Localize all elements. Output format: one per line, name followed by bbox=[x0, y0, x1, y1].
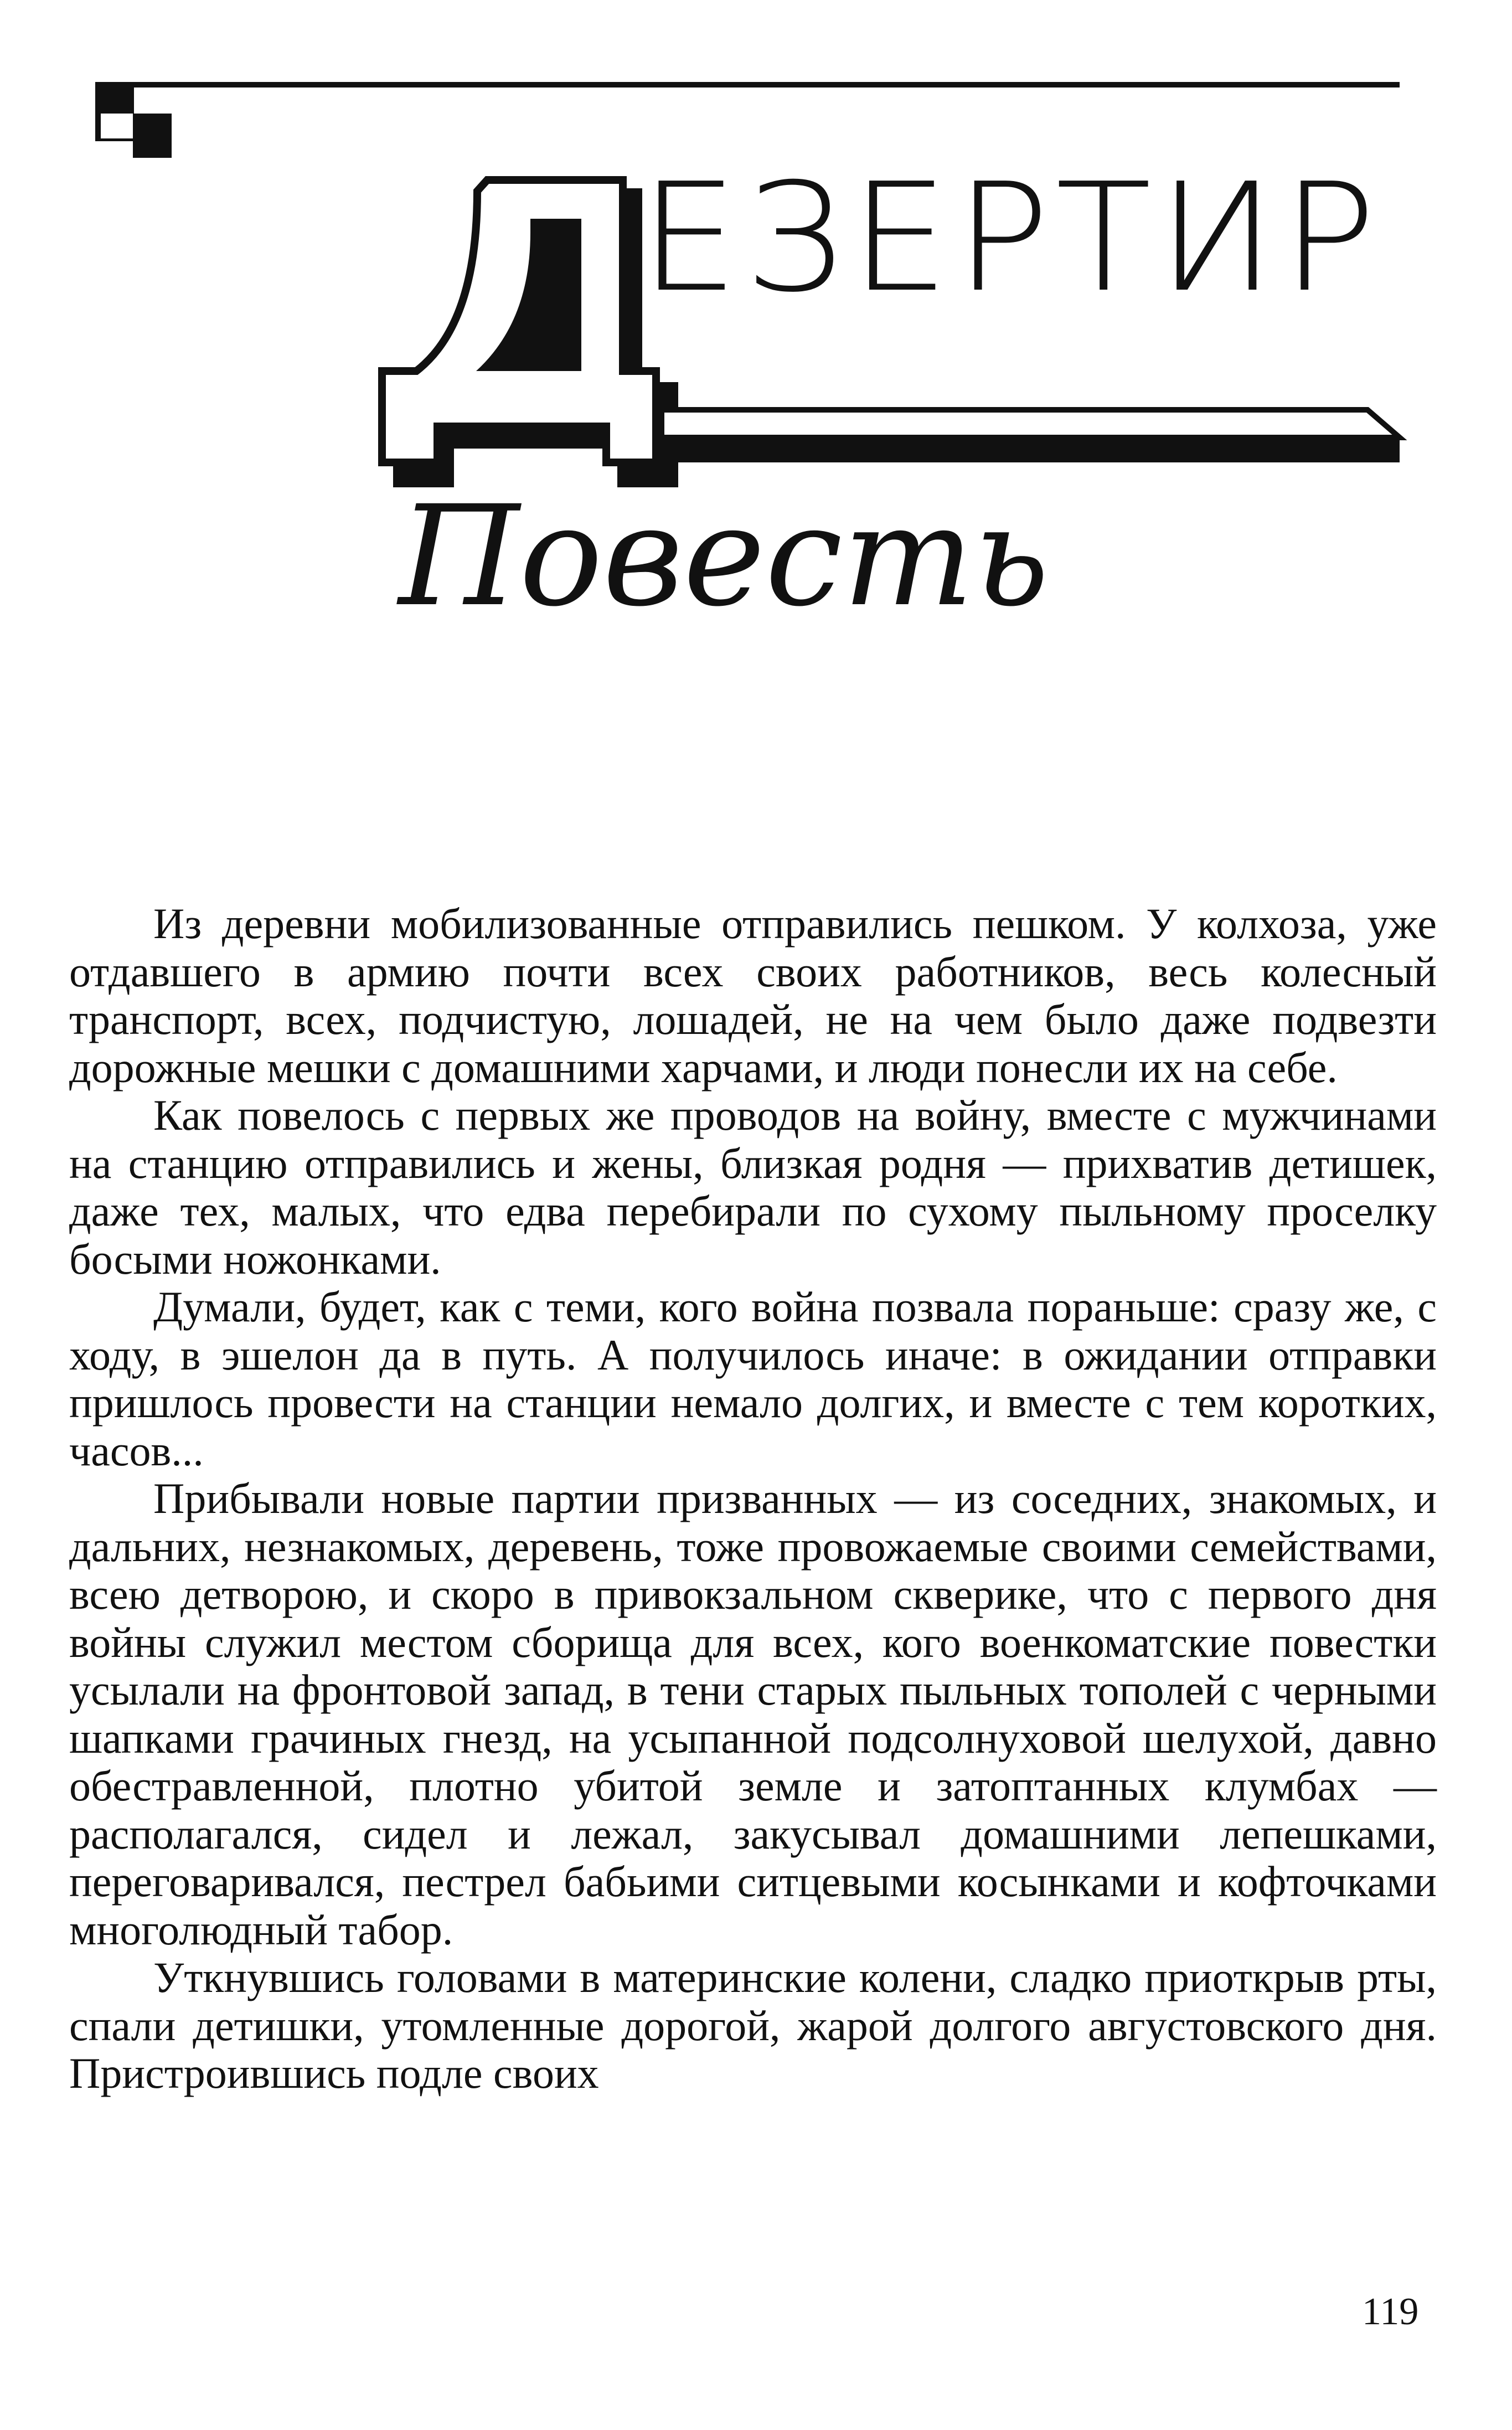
paragraph: Из деревни мобилизованные отправились пешком. У колхоза, уже отдавшего в армию почти всех своих работников, весь колесный транспорт, всех, подчистую, лошадей, не на чем было даже подвезти дорожные мешки с домашними харчами, и люди понесли их на себе. bbox=[69, 899, 1437, 1092]
subtitle: Повесть bbox=[399, 476, 1050, 637]
paragraph: Думали, будет, как с теми, кого война позвала пораньше: сразу же, с ходу, в эшелон да в путь. А получилось иначе: в ожидании отправки пришлось провести на станции немало долгих, и вместе с тем коротких, часов... bbox=[69, 1283, 1437, 1475]
title-rest: ЕЗЕРТИР bbox=[639, 151, 1382, 325]
title-block bbox=[0, 0, 1512, 698]
paragraph: Как повелось с первых же проводов на войну, вместе с мужчинами на станцию отправились и жены, близкая родня — прихватив детишек, даже тех, малых, что едва перебирали по сухому пыльному проселку босыми ножонками. bbox=[69, 1091, 1437, 1283]
story-text bbox=[69, 900, 1437, 2098]
title-underline bbox=[662, 410, 1400, 462]
top-rule bbox=[95, 82, 1400, 87]
drop-cap-letter bbox=[382, 180, 656, 462]
paragraph: Прибывали новые партии призванных — из соседних, знакомых, и дальних, незнакомых, деревень, тоже провожаемые своими семействами, всею детворою, и скоро в привокзальном скверике, что с первого дня войны служил местом сборища для всех, кого военкоматские повестки усылали на фронтовой запад, в тени старых пыльных тополей с черными шапками грачиных гнезд, на усыпанной подсолнуховой шелухой, давно обестравленной, плотно убитой земле и затоптанных клумбах — располагался, сидел и лежал, закусывал домашними лепешками, переговаривался, пестрел бабьими ситцевыми косынками и кофточками многолюдный табор. bbox=[69, 1474, 1437, 1954]
page-number: 119 bbox=[1362, 2290, 1419, 2333]
paragraph: Уткнувшись головами в материнские колени, сладко приоткрыв рты, спали детишки, утомленные дорогой, жарой долгого августовского дня. Пристроившись подле своих bbox=[69, 1953, 1437, 2097]
